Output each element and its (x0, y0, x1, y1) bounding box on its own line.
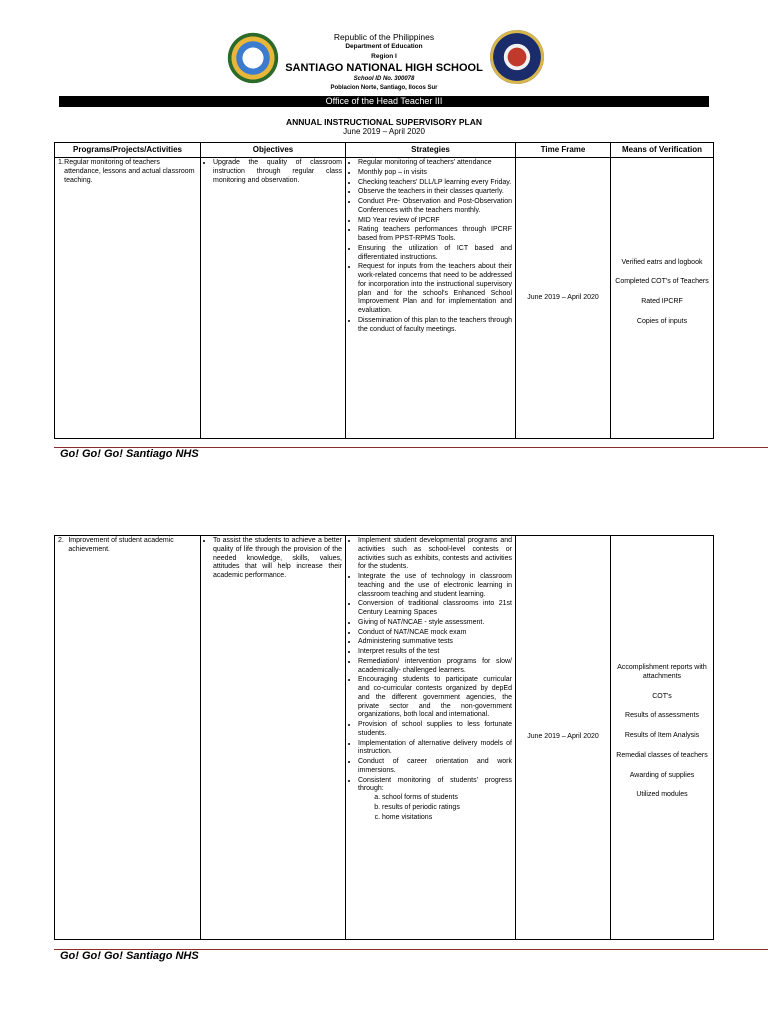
table-row (55, 158, 714, 439)
means-item: Results of assessments (625, 712, 699, 720)
objective-item: • To assist the students to achieve a better quality of life through the provision of the needed knowledge, skills, values, attitudes that will help increase their academic performance. (213, 537, 342, 581)
plan-table-2 (54, 535, 714, 940)
row-number: 2. (58, 537, 64, 544)
school-address: Poblacion Norte, Santiago, Ilocos Sur (330, 85, 438, 91)
footer-motto: Go! Go! Go! Santiago NHS (60, 950, 199, 962)
strategy-item: • Dissemination of this plan to the teachers through the conduct of faculty meetings. (358, 317, 512, 335)
objectives-cell (201, 158, 346, 439)
program-text: Improvement of student academic achievement. (68, 537, 174, 553)
column-header: Means of Verification (611, 143, 714, 158)
table-header-row (55, 143, 714, 158)
means-cell (611, 536, 714, 940)
plan-table-1 (54, 142, 714, 439)
sub-strategy-item: c. home visitations (382, 814, 512, 823)
footer-motto: Go! Go! Go! Santiago NHS (60, 448, 199, 460)
strategy-item: • Giving of NAT/NCAE - style assessment. (358, 619, 512, 628)
objective-item: • Upgrade the quality of classroom instruction through regular class monitoring and observation. (213, 159, 342, 185)
strategy-text: Consistent monitoring of students' progress through: (358, 776, 512, 793)
strategy-item: • Implement student developmental programs and activities such as school-level contests or activities such as exhibits, contests and activities for the students. (358, 537, 512, 572)
strategy-item: • Regular monitoring of teachers' attendance (358, 159, 512, 168)
means-item: COT's (652, 692, 672, 700)
means-item: Results of Item Analysis (624, 732, 700, 739)
strategy-item: • Interpret results of the test (358, 648, 512, 657)
strategy-item: • Checking teachers' DLL/LP learning every Friday. (358, 179, 512, 188)
row-number: 1. (58, 159, 64, 166)
strategy-item: • Monthly pop – in visits (358, 169, 512, 178)
means-item: Rated IPCRF (641, 298, 683, 305)
strategy-item: • Conduct of NAT/NCAE mock exam (358, 629, 512, 638)
strategies-cell (346, 158, 516, 439)
strategy-item: • Provision of school supplies to less fortunate students. (358, 721, 512, 739)
strategy-item: • MID Year review of IPCRF (358, 217, 512, 226)
region-line: Region I (371, 53, 397, 60)
means-item: Copies of inputs (636, 317, 688, 325)
program-text: Regular monitoring of teachers attendance, lessons and actual classroom teaching. (64, 159, 195, 184)
means-item: Remedial classes of teachers (616, 751, 708, 759)
strategy-item: • Encouraging students to participate curricular and co-curricular contests organized by depEd and the different government agencies, the private sector and the non-government organizations, both local and international. (358, 676, 512, 720)
column-header: Time Frame (516, 143, 611, 158)
strategy-item: • Observe the teachers in their classes quarterly. (358, 188, 512, 197)
strategy-item: • Request for inputs from the teachers about their work-related concerns that need to be addressed for incorporation into the instructional supervisory plan and for the school's Enhanced School Improvement Plan and for implementation and evaluation. (358, 263, 512, 316)
column-header: Programs/Projects/Activities (55, 143, 201, 158)
sub-strategy-item: a. school forms of students (382, 794, 512, 803)
means-item: Awarding of supplies (629, 771, 695, 779)
strategy-item: • Integrate the use of technology in classroom teaching and the use of electronic learning in classroom teaching and student learning. (358, 573, 512, 599)
sub-strategy-item: b. results of periodic ratings (382, 804, 512, 813)
means-item: Completed COT's of Teachers (615, 278, 709, 286)
office-bar: Office of the Head Teacher III (59, 96, 709, 107)
time-frame-cell: June 2019 – April 2020 (516, 158, 611, 439)
table-row (55, 536, 714, 940)
strategy-item: • Implementation of alternative delivery models of instruction. (358, 740, 512, 758)
objectives-cell (201, 536, 346, 940)
school-id: School ID No. 300078 (353, 76, 415, 82)
means-item: Accomplishment reports with attachments (617, 664, 707, 680)
program-cell (55, 158, 201, 439)
department-line: Department of Education (345, 43, 423, 50)
column-header: Strategies (346, 143, 516, 158)
strategy-item (358, 777, 512, 823)
strategy-item: • Ensuring the utilization of ICT based and differentiated instructions. (358, 245, 512, 263)
means-item: Verified eatrs and logbook (621, 258, 703, 266)
strategy-item: • Remediation/ intervention programs for slow/ academically- challenged learners. (358, 658, 512, 676)
plan-title: ANNUAL INSTRUCTIONAL SUPERVISORY PLAN (286, 117, 482, 127)
time-frame-cell: June 2019 – April 2020 (516, 536, 611, 940)
school-name: SANTIAGO NATIONAL HIGH SCHOOL (285, 62, 483, 74)
strategy-item: • Rating teachers performances through IPCRF based from PPST-RPMS Tools. (358, 226, 512, 244)
column-header: Objectives (201, 143, 346, 158)
means-item: Utilized modules (636, 791, 688, 799)
program-cell (55, 536, 201, 940)
means-cell (611, 158, 714, 439)
strategy-item: • Conduct Pre- Observation and Post-Observation Conferences with the teachers monthly. (358, 198, 512, 216)
plan-period: June 2019 – April 2020 (343, 127, 425, 136)
strategy-item: • Conduct of career orientation and work immersions. (358, 758, 512, 776)
republic-line: Republic of the Philippines (333, 32, 435, 42)
strategy-item: • Administering summative tests (358, 638, 512, 647)
strategies-cell (346, 536, 516, 940)
strategy-item: • Conversion of traditional classrooms into 21st Century Learning Spaces (358, 600, 512, 618)
